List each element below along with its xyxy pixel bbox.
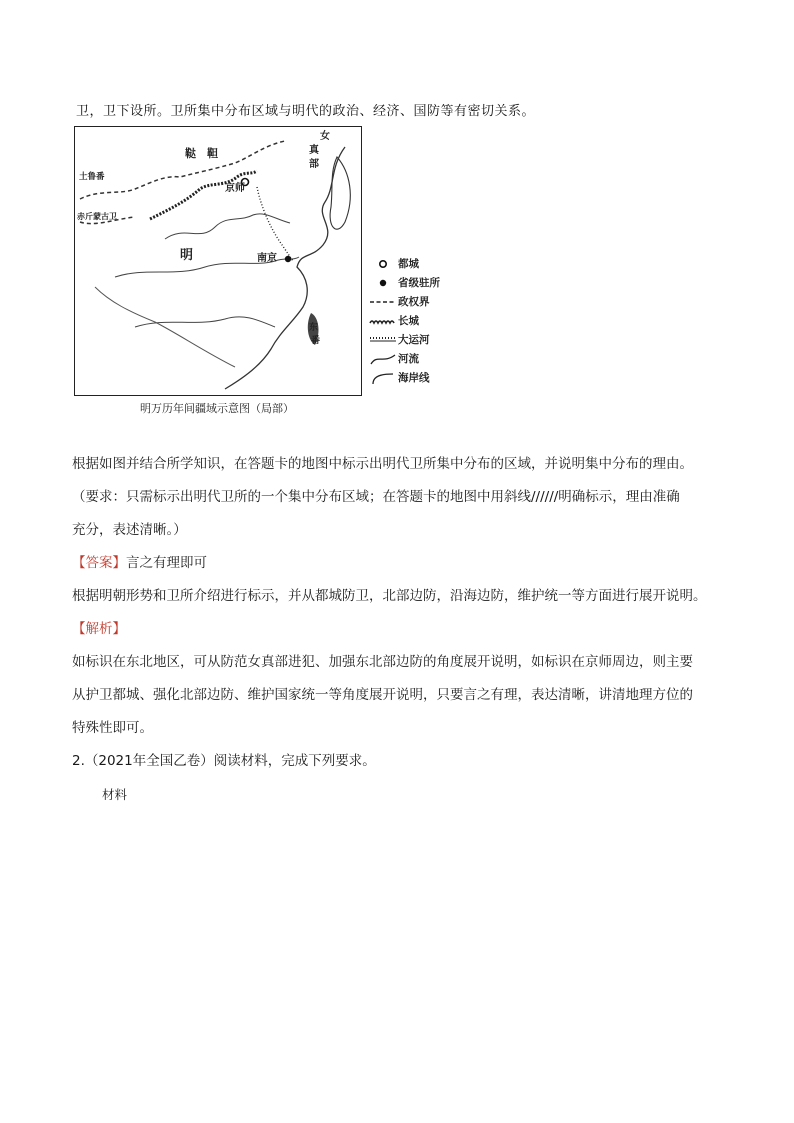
legend-item-grand-canal [368, 330, 448, 349]
label-dongfan-1: 东 [309, 323, 319, 333]
west-boundary [95, 287, 235, 367]
label-jurchen-1: 女 [320, 131, 330, 142]
korean-peninsula [330, 157, 350, 229]
analysis-line-2: 从护卫都城、强化北部边防、维护国家统一等角度展开说明，只要言之有理，表达清晰，讲清地理方位的 [72, 687, 693, 703]
map-frame [74, 126, 362, 396]
intro-text: 卫，卫下设所。卫所集中分布区域与明代的政治、经济、国防等有密切关系。 [76, 104, 536, 119]
answer-detail: 根据明朝形势和卫所介绍进行标示，并从都城防卫，北部边防，沿海边防，维护统一等方面进行展开说明。 [72, 588, 707, 604]
next-question: 2.（2021年全国乙卷）阅读材料，完成下列要求。 [72, 753, 376, 769]
legend-label: 河流 [398, 353, 419, 365]
legend-item-capital [368, 254, 448, 273]
question-line-3: 充分，表述清晰。） [72, 522, 187, 538]
analysis-line-3: 特殊性即可。 [72, 720, 153, 736]
label-jurchen-3: 部 [309, 159, 319, 170]
grand-canal-icon [368, 333, 398, 347]
legend-item-provincial-seat [368, 273, 448, 292]
label-jurchen-2: 真 [309, 145, 319, 156]
great-wall [150, 171, 257, 219]
map-caption: 明万历年间疆域示意图（局部） [140, 402, 294, 415]
legend-label: 政权界 [398, 296, 430, 308]
map-drawing [75, 127, 360, 394]
label-haxiu: 赤斤蒙古卫 [77, 211, 117, 221]
question-block [72, 448, 732, 811]
grand-canal [257, 187, 293, 261]
analysis-tag: 【解析】 [72, 621, 126, 637]
legend-label: 省级驻所 [398, 277, 440, 289]
river-icon [368, 352, 398, 366]
material-label: 材料 [102, 787, 128, 802]
legend-label: 都城 [398, 258, 419, 270]
answer-text: 言之有理即可 [126, 555, 207, 571]
map-legend [368, 254, 448, 387]
great-wall-icon [368, 314, 398, 328]
border-line-icon [368, 295, 398, 309]
label-jingshi: 京师 [225, 183, 245, 194]
answer-line [72, 547, 732, 580]
legend-label: 大运河 [398, 334, 430, 346]
question-line-1: 根据如图并结合所学知识，在答题卡的地图中标示出明代卫所集中分布的区域，并说明集中分布的理由。 [72, 456, 693, 472]
legend-label: 海岸线 [398, 372, 430, 384]
ming-map-figure [72, 124, 448, 416]
question-line-2: （要求：只需标示出明代卫所的一个集中分布区域；在答题卡的地图中用斜线//////明确标示，理由准确 [72, 489, 680, 505]
answer-tag: 【答案】 [72, 555, 126, 571]
coastline-icon [368, 371, 398, 385]
label-ming: 明 [180, 248, 194, 263]
label-tartar: 鞑 靼 [185, 147, 218, 160]
legend-item-river [368, 349, 448, 368]
analysis-line-1: 如标识在东北地区，可从防范女真部进犯、加强东北部边防的角度展开说明，如标识在京师周边，则主要 [72, 654, 693, 670]
label-tubo: 土鲁番 [79, 172, 105, 182]
legend-item-coastline [368, 368, 448, 387]
nanjing-marker [285, 256, 291, 262]
label-nanjing: 南京 [257, 253, 277, 264]
capital-icon [368, 257, 398, 271]
southern-river [135, 317, 275, 327]
legend-item-great-wall [368, 311, 448, 330]
legend-label: 长城 [398, 315, 419, 327]
legend-item-border [368, 292, 448, 311]
label-dongfan-2: 番 [311, 336, 321, 346]
provincial-seat-icon [368, 276, 398, 290]
